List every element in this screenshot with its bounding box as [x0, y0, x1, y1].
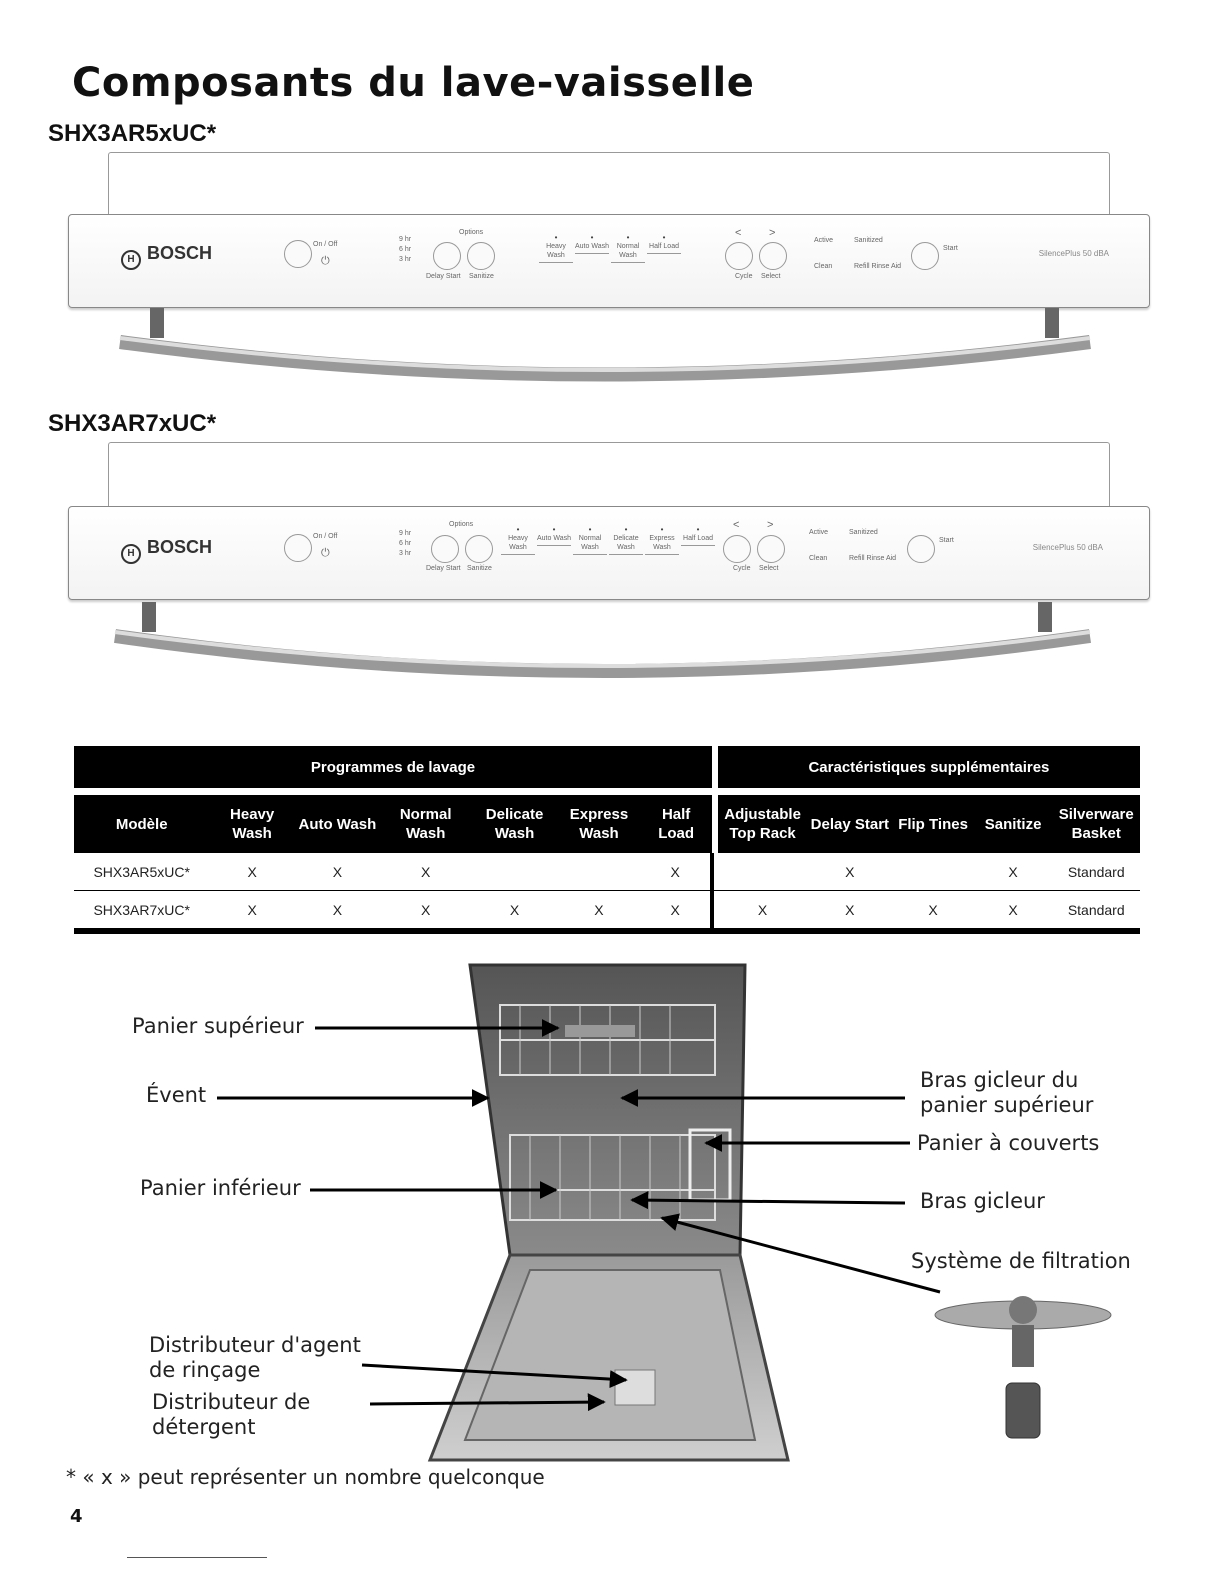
program-normal: • Normal Wash	[573, 525, 607, 555]
sanitize-button[interactable]	[467, 242, 495, 270]
program-half-load: • Half Load	[681, 525, 715, 546]
active-indicator: Active	[809, 529, 829, 536]
start-button[interactable]	[907, 535, 935, 563]
program-auto: • Auto Wash	[537, 525, 571, 546]
silence-plus-label: SilencePlus 50 dBA	[1038, 249, 1109, 258]
start-label: Start	[943, 245, 958, 252]
col-header: Silverware Basket	[1052, 795, 1140, 853]
label-upper-rack: Panier supérieur	[132, 1014, 304, 1038]
select-button[interactable]	[757, 535, 785, 563]
control-panel-model-2	[60, 442, 1150, 692]
filter-system-illustration	[928, 1285, 1118, 1445]
door-handle	[60, 596, 1150, 686]
col-header: Delicate Wash	[471, 795, 557, 853]
refill-indicator: Refill Rinse Aid	[854, 263, 902, 270]
label-upper-spray-arm: Bras gicleur du panier supérieur	[920, 1068, 1094, 1117]
options-label: Options	[449, 521, 474, 528]
program-delicate: • Delicate Wash	[609, 525, 643, 555]
power-icon: ⏻	[321, 547, 330, 559]
control-panel-model-1	[60, 152, 1150, 382]
label-spray-arm: Bras gicleur	[920, 1189, 1045, 1213]
on-off-label: On / Off	[313, 241, 338, 248]
label-filter-system: Système de filtration	[911, 1249, 1131, 1273]
col-header: Auto Wash	[295, 795, 380, 853]
clean-indicator: Clean	[814, 263, 833, 270]
cycle-label: Cycle	[733, 565, 751, 572]
sanitized-indicator: Sanitized	[854, 237, 883, 244]
program-heavy: • Heavy Wash	[539, 233, 573, 263]
delay-hours: 9 hr 6 hr 3 hr	[399, 530, 412, 557]
cycle-button[interactable]	[725, 242, 753, 270]
col-header: Modèle	[74, 795, 209, 853]
select-label: Select	[759, 565, 779, 572]
clean-indicator: Clean	[809, 555, 828, 562]
bosch-logo: H BOSCH	[121, 537, 212, 564]
sanitized-indicator: Sanitized	[849, 529, 878, 536]
start-button[interactable]	[911, 242, 939, 270]
program-heavy: • Heavy Wash	[501, 525, 535, 555]
arrow-right-icon: >	[769, 227, 776, 239]
program-auto: • Auto Wash	[575, 233, 609, 254]
door-handle	[60, 302, 1150, 382]
dishwasher-photo	[420, 960, 800, 1465]
delay-start-button[interactable]	[431, 535, 459, 563]
panel-face	[68, 214, 1150, 308]
delay-start-label: Delay Start	[426, 565, 461, 572]
program-normal: • Normal Wash	[611, 233, 645, 263]
delay-hours: 9 hr 6 hr 3 hr	[399, 236, 412, 263]
label-vent: Évent	[146, 1083, 207, 1107]
program-half-load: • Half Load	[647, 233, 681, 254]
sanitize-label: Sanitize	[469, 273, 494, 280]
col-header: Normal Wash	[380, 795, 472, 853]
silence-plus-label: SilencePlus 50 dBA	[1032, 543, 1103, 552]
model-1-heading: SHX3AR5xUC*	[48, 120, 217, 147]
footer-rule	[127, 1557, 267, 1558]
model-2-heading: SHX3AR7xUC*	[48, 410, 217, 437]
select-label: Select	[761, 273, 781, 280]
col-header: Adjustable Top Rack	[718, 795, 807, 853]
refill-indicator: Refill Rinse Aid	[849, 555, 897, 562]
col-header: Express Wash	[558, 795, 641, 853]
sanitize-button[interactable]	[465, 535, 493, 563]
start-label: Start	[939, 537, 954, 544]
page-number: 4	[70, 1506, 83, 1527]
program-express: • Express Wash	[645, 525, 679, 555]
label-detergent-dispenser: Distributeur de détergent	[152, 1390, 311, 1439]
table-row: SHX3AR7xUC* X X X X X X X X X X Standard	[74, 891, 1140, 932]
power-button[interactable]	[284, 534, 312, 562]
select-button[interactable]	[759, 242, 787, 270]
options-label: Options	[459, 229, 484, 236]
arrow-left-icon: <	[733, 519, 740, 531]
table-row: SHX3AR5xUC* X X X X X X Standard	[74, 853, 1140, 891]
arrow-right-icon: >	[767, 519, 774, 531]
cycle-button[interactable]	[723, 535, 751, 563]
features-table	[74, 746, 1140, 934]
col-header: Half Load	[640, 795, 712, 853]
col-header: Heavy Wash	[209, 795, 294, 853]
group-header-programs: Programmes de lavage	[74, 746, 712, 788]
cycle-label: Cycle	[735, 273, 753, 280]
footnote: * « x » peut représenter un nombre quelconque	[66, 1465, 545, 1489]
delay-start-label: Delay Start	[426, 273, 461, 280]
power-button[interactable]	[284, 240, 312, 268]
group-header-features: Caractéristiques supplémentaires	[718, 746, 1140, 788]
bosch-logo: H BOSCH	[121, 243, 212, 270]
on-off-label: On / Off	[313, 533, 338, 540]
sanitize-label: Sanitize	[467, 565, 492, 572]
panel-face	[68, 506, 1150, 600]
power-icon: ⏻	[321, 255, 330, 267]
arrow-left-icon: <	[735, 227, 742, 239]
label-cutlery-basket: Panier à couverts	[917, 1131, 1100, 1155]
col-header: Flip Tines	[892, 795, 973, 853]
label-rinse-aid-dispenser: Distributeur d'agent de rinçage	[149, 1333, 361, 1382]
label-lower-rack: Panier inférieur	[140, 1176, 301, 1200]
col-header: Sanitize	[974, 795, 1053, 853]
col-header: Delay Start	[807, 795, 892, 853]
page-title: Composants du lave-vaisselle	[72, 60, 755, 106]
active-indicator: Active	[814, 237, 834, 244]
delay-start-button[interactable]	[433, 242, 461, 270]
table-header-row	[74, 795, 1140, 853]
